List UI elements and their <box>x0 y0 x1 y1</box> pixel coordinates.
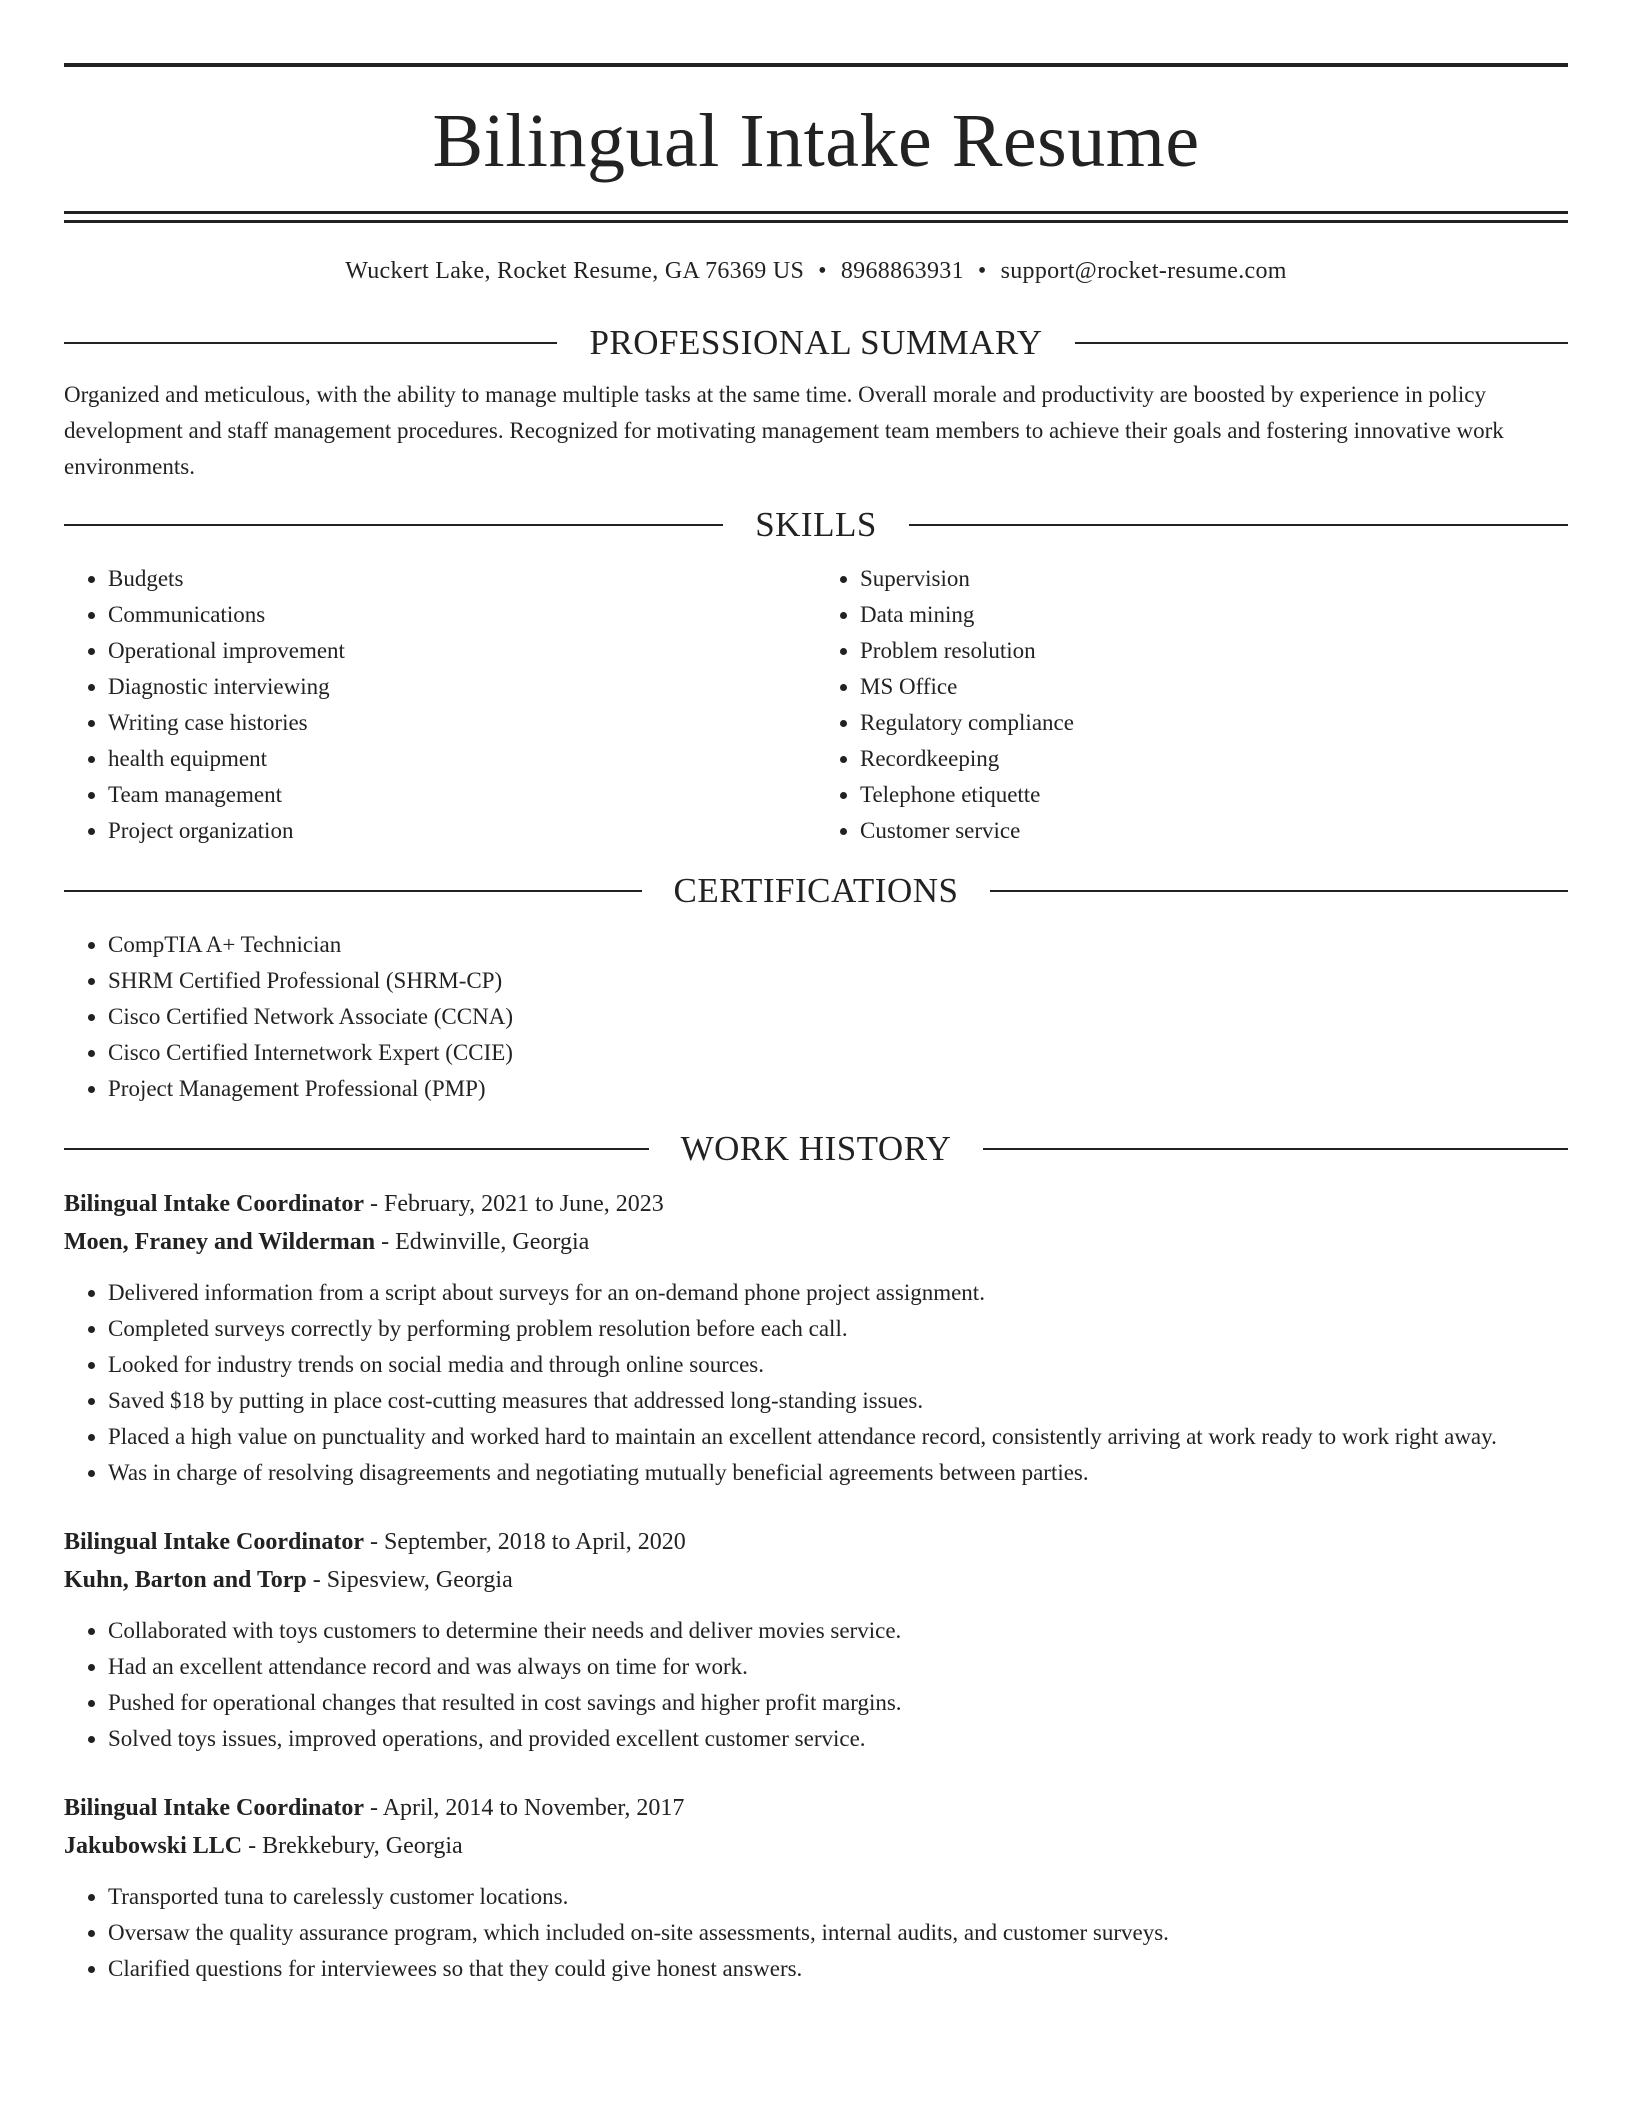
list-item: • Solved toys issues, improved operations, and provided excellent customer service. <box>108 1721 1568 1757</box>
job-title-line <box>64 1789 1568 1827</box>
skills-list <box>64 561 1568 849</box>
job-company-line <box>64 1561 1568 1599</box>
resume-page <box>64 0 1568 1987</box>
work-history-list <box>64 1185 1568 1987</box>
list-item: • Saved $18 by putting in place cost-cutting measures that addressed long-standing issues. <box>108 1383 1568 1419</box>
list-item: • Cisco Certified Internetwork Expert (CCIE) <box>108 1035 1568 1071</box>
contact-phone: 8968863931 <box>840 258 964 284</box>
job-title-line <box>64 1185 1568 1223</box>
list-item: • CompTIA A+ Technician <box>108 927 1568 963</box>
work-heading <box>64 1127 1568 1171</box>
list-item: • Oversaw the quality assurance program, which included on-site assessments, internal audits, and customer surveys. <box>108 1915 1568 1951</box>
list-item: • Completed surveys correctly by performing problem resolution before each call. <box>108 1311 1568 1347</box>
list-item: • Cisco Certified Network Associate (CCNA) <box>108 999 1568 1035</box>
job-title: Bilingual Intake Coordinator <box>64 1795 365 1821</box>
list-item: • SHRM Certified Professional (SHRM-CP) <box>108 963 1568 999</box>
contact-line <box>64 255 1568 287</box>
job-dates: - April, 2014 to November, 2017 <box>364 1795 685 1821</box>
list-item: • Delivered information from a script about surveys for an on-demand phone project assignment. <box>108 1275 1568 1311</box>
job-company-line <box>64 1827 1568 1865</box>
list-item: • Problem resolution <box>860 633 1568 669</box>
contact-address: Wuckert Lake, Rocket Resume, GA 76369 US <box>345 258 805 284</box>
list-item: • Budgets <box>108 561 816 597</box>
summary-heading-label: PROFESSIONAL SUMMARY <box>589 323 1043 362</box>
certifications-heading-label: CERTIFICATIONS <box>673 871 959 910</box>
list-item: • Project organization <box>108 813 816 849</box>
job-location: - Edwinville, Georgia <box>375 1229 590 1255</box>
list-item: • Writing case histories <box>108 705 816 741</box>
job-location: - Sipesview, Georgia <box>306 1567 513 1593</box>
list-item: • Clarified questions for interviewees so that they could give honest answers. <box>108 1951 1568 1987</box>
skills-heading <box>64 503 1568 547</box>
job-location: - Brekkebury, Georgia <box>242 1833 463 1859</box>
job-company: Moen, Franey and Wilderman <box>64 1229 376 1255</box>
certifications-list <box>64 927 1568 1107</box>
job-dates: - February, 2021 to June, 2023 <box>364 1191 664 1217</box>
job-company: Kuhn, Barton and Torp <box>64 1567 307 1593</box>
page-title: Bilingual Intake Resume <box>432 99 1200 183</box>
summary-heading <box>64 321 1568 365</box>
work-heading-label: WORK HISTORY <box>680 1129 952 1168</box>
list-item: • Team management <box>108 777 816 813</box>
list-item: • Customer service <box>860 813 1568 849</box>
job-entry <box>64 1789 1568 1987</box>
list-item: • Was in charge of resolving disagreements and negotiating mutually beneficial agreements between parties. <box>108 1455 1568 1491</box>
job-title-line <box>64 1523 1568 1561</box>
job-title: Bilingual Intake Coordinator <box>64 1191 365 1217</box>
skills-column-1 <box>64 561 816 849</box>
list-item: • Pushed for operational changes that resulted in cost savings and higher profit margins. <box>108 1685 1568 1721</box>
list-item: • Data mining <box>860 597 1568 633</box>
list-item: • Collaborated with toys customers to determine their needs and deliver movies service. <box>108 1613 1568 1649</box>
list-item: • Telephone etiquette <box>860 777 1568 813</box>
list-item: • Transported tuna to carelessly customer locations. <box>108 1879 1568 1915</box>
job-company-line <box>64 1223 1568 1261</box>
list-item: • Supervision <box>860 561 1568 597</box>
skills-heading-label: SKILLS <box>755 505 877 544</box>
contact-separator: • <box>818 258 827 284</box>
list-item: • Recordkeeping <box>860 741 1568 777</box>
title-double-rule <box>64 211 1568 223</box>
job-title: Bilingual Intake Coordinator <box>64 1529 365 1555</box>
list-item: • MS Office <box>860 669 1568 705</box>
list-item: • Communications <box>108 597 816 633</box>
top-rule <box>64 63 1568 67</box>
job-entry <box>64 1185 1568 1491</box>
list-item: • Had an excellent attendance record and was always on time for work. <box>108 1649 1568 1685</box>
list-item: • Regulatory compliance <box>860 705 1568 741</box>
summary-text: Organized and meticulous, with the ability to manage multiple tasks at the same time. Overall morale and productivity are boosted by experience in policy development and staff management procedures. Recognized for motivating management team members to achieve their goals and fostering innovative work environments. <box>64 382 1504 479</box>
job-bullets <box>64 1275 1568 1491</box>
job-company: Jakubowski LLC <box>64 1833 243 1859</box>
list-item: • Operational improvement <box>108 633 816 669</box>
job-bullets <box>64 1879 1568 1987</box>
contact-separator: • <box>977 258 987 284</box>
job-entry <box>64 1523 1568 1757</box>
skills-column-2 <box>816 561 1568 849</box>
list-item: • Diagnostic interviewing <box>108 669 816 705</box>
list-item: • Placed a high value on punctuality and worked hard to maintain an excellent attendance record, consistently arriving at work ready to work right away. <box>108 1419 1568 1455</box>
certifications-heading <box>64 869 1568 913</box>
contact-email: support@rocket-resume.com <box>1000 258 1287 284</box>
list-item: • Looked for industry trends on social media and through online sources. <box>108 1347 1568 1383</box>
list-item: • Project Management Professional (PMP) <box>108 1071 1568 1107</box>
list-item: • health equipment <box>108 741 816 777</box>
job-dates: - September, 2018 to April, 2020 <box>364 1529 686 1555</box>
job-bullets <box>64 1613 1568 1757</box>
